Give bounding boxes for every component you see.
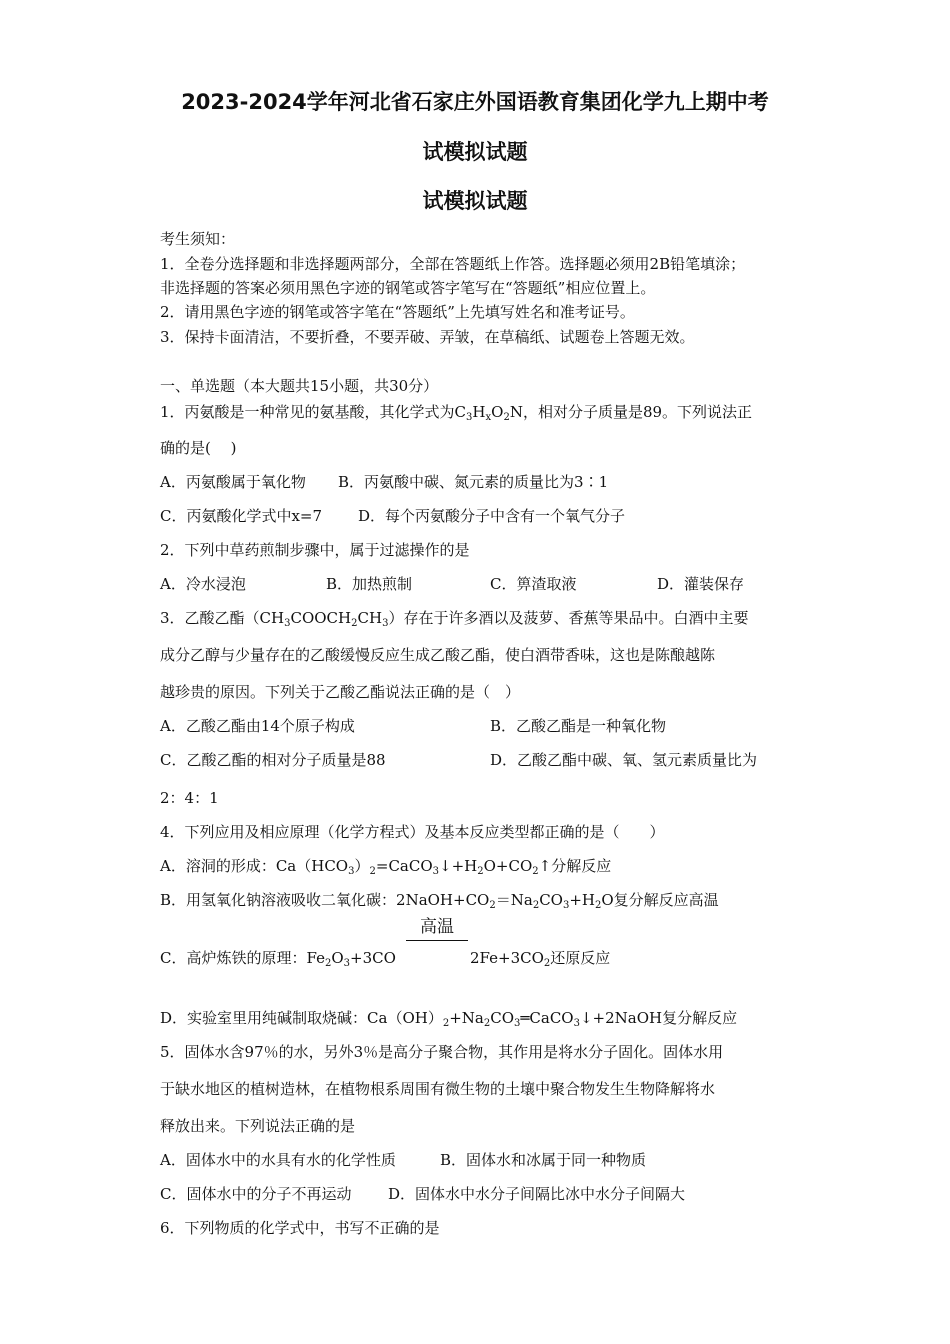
q3-option-b: B．乙酸乙酯是一种氧化物 bbox=[490, 717, 667, 735]
reaction-condition-bar bbox=[406, 940, 468, 941]
notice-heading: 考生须知： bbox=[160, 230, 236, 248]
q5-stem-line-2: 于缺水地区的植树造林，在植物根系周围有微生物的土壤中聚合物发生生物降解将水 bbox=[160, 1080, 716, 1098]
q4-option-d: D．实验室里用纯碱制取烧碱：$Ca(OH)_2+Na_2CO_3═CaCO_3↓+2NaOH$复分解反应 bbox=[160, 1009, 738, 1029]
q4-option-c-left: C．高炉炼铁的原理：$Fe_2O_3+3CO$ bbox=[160, 949, 396, 969]
q4-option-b: B．用氢氧化钠溶液吸收二氧化碳：$2NaOH+CO_2=Na_2CO_3+H_2O$复分解反应高温 bbox=[160, 891, 719, 911]
notice-item-2: 2．请用黑色字迹的钢笔或答字笔在“答题纸”上先填写姓名和准考证号。 bbox=[160, 303, 635, 321]
q1-option-c: C．丙氨酸化学式中x=7 bbox=[160, 507, 323, 525]
q2-option-a: A．冷水浸泡 bbox=[160, 575, 246, 593]
q4-option-c-right: $2Fe+3CO_2$还原反应 bbox=[470, 949, 611, 969]
q5-option-a: A．固体水中的水具有水的化学性质 bbox=[160, 1151, 396, 1169]
q2-stem: 2．下列中草药煎制步骤中，属于过滤操作的是 bbox=[160, 541, 470, 559]
q3-option-c: C．乙酸乙酯的相对分子质量是88 bbox=[160, 751, 386, 769]
section-heading: 一、单选题（本大题共15小题，共30分） bbox=[160, 377, 439, 395]
title-line-1: 2023-2024学年河北省石家庄外国语教育集团化学九上期中考 bbox=[181, 90, 769, 114]
q3-option-d: D．乙酸乙酯中碳、氧、氢元素质量比为 bbox=[490, 751, 758, 769]
notice-item-1a: 1．全卷分选择题和非选择题两部分，全部在答题纸上作答。选择题必须用2B铅笔填涂； bbox=[160, 255, 746, 273]
title-line-3: 试模拟试题 bbox=[422, 189, 528, 213]
q3-option-a: A．乙酸乙酯由14个原子构成 bbox=[160, 717, 355, 735]
q2-option-b: B．加热煎制 bbox=[326, 575, 413, 593]
q3-stem-line-1: 3．乙酸乙酯$(CH_3COOCH_2CH_3)$存在于许多酒以及菠萝、香蕉等果品中。白酒中主要 bbox=[160, 609, 749, 629]
q2-option-c: C．箅渣取液 bbox=[490, 575, 577, 593]
q5-option-c: C．固体水中的分子不再运动 bbox=[160, 1185, 352, 1203]
q1-stem-line-1: 1．丙氨酸是一种常见的氨基酸，其化学式为$C_3H_xO_2N$，相对分子质量是89。下列说法正 bbox=[160, 403, 753, 423]
reaction-condition bbox=[406, 916, 468, 941]
notice-item-3: 3．保持卡面清洁，不要折叠，不要弄破、弄皱，在草稿纸、试题卷上答题无效。 bbox=[160, 328, 695, 346]
q5-option-b: B．固体水和冰属于同一种物质 bbox=[440, 1151, 647, 1169]
q1-stem-line-2: 确的是( ) bbox=[160, 439, 237, 457]
q1-option-b: B．丙氨酸中碳、氮元素的质量比为3∶1 bbox=[338, 473, 609, 491]
reaction-condition-text: 高温 bbox=[420, 917, 454, 937]
q3-option-d-continued: 2：4：1 bbox=[160, 789, 219, 807]
q2-option-d: D．灌装保存 bbox=[657, 575, 745, 593]
q4-stem: 4．下列应用及相应原理（化学方程式）及基本反应类型都正确的是（ ） bbox=[160, 823, 665, 841]
q1-option-a: A．丙氨酸属于氧化物 bbox=[160, 473, 306, 491]
title-line-2: 试模拟试题 bbox=[422, 140, 528, 164]
q4-option-a: A．溶洞的形成：$Ca(HCO_3)_2=CaCO_3↓+H_2O+CO_2↑$分解反应 bbox=[160, 857, 612, 877]
q5-stem-line-1: 5．固体水含97％的水，另外3％是高分子聚合物，其作用是将水分子固化。固体水用 bbox=[160, 1043, 724, 1061]
q3-stem-line-3: 越珍贵的原因。下列关于乙酸乙酯说法正确的是（ ） bbox=[160, 683, 521, 701]
q5-stem-line-3: 释放出来。下列说法正确的是 bbox=[160, 1117, 356, 1135]
q1-option-d: D．每个丙氨酸分子中含有一个氧气分子 bbox=[358, 507, 626, 525]
notice-item-1b: 非选择题的答案必须用黑色字迹的钢笔或答字笔写在“答题纸”相应位置上。 bbox=[160, 279, 656, 297]
q6-stem: 6．下列物质的化学式中，书写不正确的是 bbox=[160, 1219, 440, 1237]
q5-option-d: D．固体水中水分子间隔比冰中水分子间隔大 bbox=[388, 1185, 686, 1203]
q3-stem-line-2: 成分乙醇与少量存在的乙酸缓慢反应生成乙酸乙酯，使白酒带香味，这也是陈酿越陈 bbox=[160, 646, 716, 664]
